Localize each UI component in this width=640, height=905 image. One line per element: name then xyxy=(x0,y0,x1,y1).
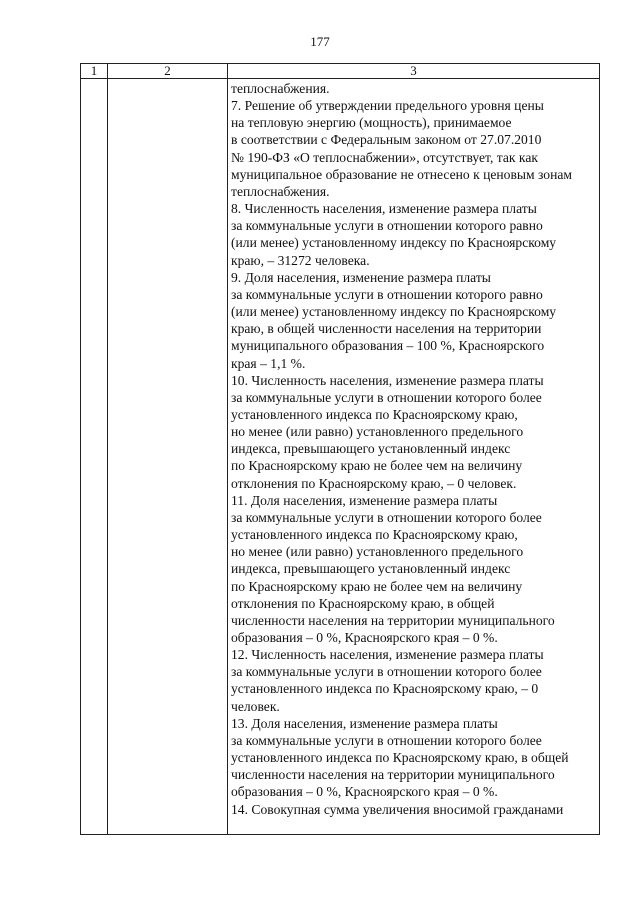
text-line: установленного индекса по Красноярскому краю, – 0 xyxy=(231,681,539,697)
text-line: теплоснабжения. xyxy=(231,183,330,199)
page-number: 177 xyxy=(310,34,330,49)
text-line: по Красноярскому краю не более чем на величину xyxy=(231,578,523,594)
text-line: по Красноярскому краю не более чем на величину xyxy=(231,458,523,474)
text-line: за коммунальные услуги в отношении которого равно xyxy=(231,218,543,234)
text-line: 10. Численность населения, изменение размера платы xyxy=(231,372,544,388)
column-3-cell xyxy=(228,79,600,835)
text-line: за коммунальные услуги в отношении которого более xyxy=(231,664,542,680)
text-line: установленного индекса по Красноярскому краю, в общей xyxy=(231,750,569,766)
text-line: установленного индекса по Красноярскому краю, xyxy=(231,406,518,422)
text-line: но менее (или равно) установленного предельного xyxy=(231,424,524,440)
table-row xyxy=(81,79,600,835)
text-line: индекса, превышающего установленный индекс xyxy=(231,561,511,577)
text-line: 12. Численность населения, изменение размера платы xyxy=(231,647,544,663)
text-line: 13. Доля населения, изменение размера платы xyxy=(231,715,498,731)
text-line: краю, – 31272 человека. xyxy=(231,252,370,268)
text-line: за коммунальные услуги в отношении которого равно xyxy=(231,286,543,302)
document-table xyxy=(80,63,600,835)
text-line: численности населения на территории муниципального xyxy=(231,612,555,628)
text-line: образования – 0 %, Красноярского края – 0 %. xyxy=(231,630,498,645)
text-line: теплоснабжения. xyxy=(231,81,330,96)
text-line: человек. xyxy=(231,698,280,714)
text-line: отклонения по Красноярскому краю, в общей xyxy=(231,595,495,611)
column-header-3: 3 xyxy=(228,64,600,79)
text-line: 7. Решение об утверждении предельного уровня цены xyxy=(231,98,544,114)
column-header-1: 1 xyxy=(81,64,108,79)
table-header-row xyxy=(81,64,600,79)
text-line: образования – 0 %, Красноярского края – 0 %. xyxy=(231,784,498,800)
text-line: установленного индекса по Красноярскому краю, xyxy=(231,527,518,543)
text-line: 8. Численность населения, изменение размера платы xyxy=(231,201,537,217)
text-line: краю, в общей численности населения на территории xyxy=(231,321,542,337)
text-line: муниципальное образование не отнесено к ценовым зонам xyxy=(231,166,573,182)
text-line: за коммунальные услуги в отношении которого более xyxy=(231,509,542,525)
text-line: 14. Совокупная сумма увеличения вносимой гражданами xyxy=(231,801,564,817)
column-3-text xyxy=(228,79,599,818)
text-line: отклонения по Красноярскому краю, – 0 человек. xyxy=(231,475,517,491)
text-line: (или менее) установленному индексу по Красноярскому xyxy=(231,304,557,320)
text-line: 9. Доля населения, изменение размера платы xyxy=(231,269,491,285)
text-line: края – 1,1 %. xyxy=(231,355,306,371)
text-line: но менее (или равно) установленного предельного xyxy=(231,544,524,560)
text-line: муниципального образования – 100 %, Красноярского xyxy=(231,338,545,354)
text-line: за коммунальные услуги в отношении которого более xyxy=(231,389,542,405)
text-line: за коммунальные услуги в отношении которого более xyxy=(231,732,542,748)
column-header-2: 2 xyxy=(108,64,228,79)
text-line: индекса, превышающего установленный индекс xyxy=(231,441,511,457)
text-line: (или менее) установленному индексу по Красноярскому xyxy=(231,235,557,251)
text-line: в соответствии с Федеральным законом от 27.07.2010 xyxy=(231,132,542,148)
column-1-cell xyxy=(81,79,108,835)
text-line: на тепловую энергию (мощность), принимаемое xyxy=(231,115,512,131)
text-line: численности населения на территории муниципального xyxy=(231,767,555,783)
text-line: 11. Доля населения, изменение размера платы xyxy=(231,492,498,508)
text-line: № 190-ФЗ «О теплоснабжении», отсутствует, так как xyxy=(231,149,538,165)
column-2-cell xyxy=(108,79,228,835)
